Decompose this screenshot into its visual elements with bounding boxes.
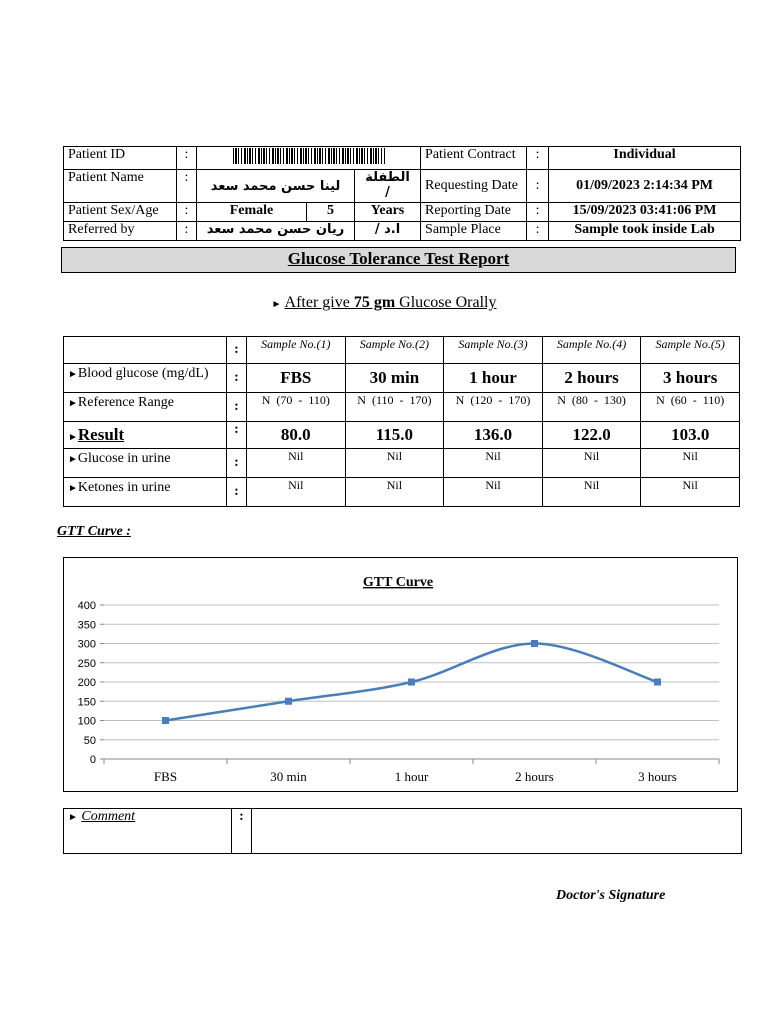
referred-by-label: Referred by <box>64 222 177 241</box>
urine-glucose-value: Nil <box>542 449 641 478</box>
y-tick-label: 0 <box>89 754 96 766</box>
sample-header: Sample No.(4) <box>542 337 641 364</box>
ketones-value: Nil <box>641 478 740 507</box>
blood-glucose-label: Blood glucose (mg/dL) <box>77 366 209 381</box>
barcode-icon <box>233 148 385 164</box>
urine-glucose-value: Nil <box>641 449 740 478</box>
gtt-chart <box>63 557 738 792</box>
colon: : <box>527 147 549 170</box>
row-label <box>64 393 227 422</box>
patient-name-value: لينا حسن محمد سعد <box>197 170 355 203</box>
time-point: 1 hour <box>444 364 543 393</box>
colon: : <box>177 222 197 241</box>
x-tick-label: 2 hours <box>515 769 554 784</box>
sample-place-label: Sample Place <box>421 222 527 241</box>
requesting-date-value: 01/09/2023 2:14:34 PM <box>549 170 741 203</box>
time-point: 3 hours <box>641 364 740 393</box>
reference-value: N (70 - 110) <box>247 393 346 422</box>
test-subtitle <box>0 294 768 312</box>
data-point <box>654 679 661 686</box>
chart-title: GTT Curve <box>362 575 434 590</box>
result-value: 122.0 <box>542 422 641 449</box>
gtt-chart-svg <box>64 558 737 791</box>
comment-field[interactable] <box>252 809 742 854</box>
bullet-icon: ► <box>68 369 78 380</box>
colon: : <box>227 449 247 478</box>
time-point: FBS <box>247 364 346 393</box>
row-label <box>64 422 227 449</box>
ketones-value: Nil <box>542 478 641 507</box>
comment-table <box>63 808 742 854</box>
colon: : <box>177 147 197 170</box>
patient-name-prefix-text: الطفلة <box>365 170 410 185</box>
colon: : <box>177 170 197 203</box>
y-tick-label: 150 <box>77 696 96 709</box>
colon: : <box>527 170 549 203</box>
gtt-curve-heading: GTT Curve : <box>57 524 131 539</box>
x-tick-label: FBS <box>153 769 178 784</box>
ketones-value: Nil <box>444 478 543 507</box>
bullet-icon: ► <box>68 398 78 409</box>
table-row <box>64 449 740 478</box>
results-table <box>63 336 740 507</box>
patient-name-label: Patient Name <box>64 170 177 203</box>
urine-glucose-value: Nil <box>444 449 543 478</box>
table-row <box>64 478 740 507</box>
time-point: 2 hours <box>542 364 641 393</box>
requesting-date-label: Requesting Date <box>421 170 527 203</box>
colon: : <box>227 337 247 364</box>
y-tick-label: 200 <box>77 677 96 689</box>
report-title: Glucose Tolerance Test Report <box>61 247 736 273</box>
reference-range-label: Reference Range <box>77 395 174 410</box>
subtitle-pre: After give <box>284 294 354 311</box>
subtitle-dose: 75 gm <box>353 294 396 311</box>
ketones-value: Nil <box>247 478 346 507</box>
subtitle-post: Glucose Orally <box>395 294 497 311</box>
colon: : <box>227 422 247 449</box>
referred-by-value: ريان حسن محمد سعد <box>197 222 355 241</box>
bullet-icon: ► <box>68 454 78 465</box>
ketones-label: Ketones in urine <box>77 480 171 495</box>
result-label: Result <box>77 425 125 444</box>
age-value: 5 <box>307 203 355 222</box>
age-unit: Years <box>355 203 421 222</box>
colon: : <box>232 809 252 854</box>
sample-header: Sample No.(2) <box>345 337 444 364</box>
doctor-signature-label: Doctor's Signature <box>556 888 666 903</box>
data-point <box>285 698 292 705</box>
reference-value: N (60 - 110) <box>641 393 740 422</box>
result-value: 80.0 <box>247 422 346 449</box>
row-label <box>64 364 227 393</box>
urine-glucose-value: Nil <box>345 449 444 478</box>
colon: : <box>527 222 549 241</box>
colon: : <box>227 393 247 422</box>
bullet-icon: ► <box>68 483 78 494</box>
colon: : <box>527 203 549 222</box>
y-tick-label: 300 <box>77 638 96 651</box>
sex-age-label: Patient Sex/Age <box>64 203 177 222</box>
x-tick-label: 1 hour <box>394 769 429 784</box>
bullet-icon: ► <box>68 812 78 823</box>
y-tick-label: 250 <box>77 657 96 670</box>
table-row <box>64 393 740 422</box>
patient-info-table <box>63 146 741 241</box>
patient-name-prefix <box>355 170 421 203</box>
x-tick-label: 30 min <box>270 769 307 784</box>
x-tick-label: 3 hours <box>638 769 677 784</box>
ketones-value: Nil <box>345 478 444 507</box>
reporting-date-value: 15/09/2023 03:41:06 PM <box>549 203 741 222</box>
urine-glucose-label: Glucose in urine <box>77 451 171 466</box>
patient-name-prefix-slash: / <box>385 185 390 200</box>
data-point <box>408 679 415 686</box>
colon: : <box>227 478 247 507</box>
result-value: 115.0 <box>345 422 444 449</box>
sample-header: Sample No.(1) <box>247 337 346 364</box>
bullet-icon: ► <box>68 432 78 443</box>
reporting-date-label: Reporting Date <box>421 203 527 222</box>
referred-by-prefix: ا.د / <box>355 222 421 241</box>
comment-label: Comment <box>81 809 136 824</box>
urine-glucose-value: Nil <box>247 449 346 478</box>
result-value: 136.0 <box>444 422 543 449</box>
patient-id-label: Patient ID <box>64 147 177 170</box>
comment-label-cell <box>64 809 232 854</box>
y-tick-label: 100 <box>77 715 96 728</box>
header-blank <box>64 337 227 364</box>
sex-value: Female <box>197 203 307 222</box>
reference-value: N (120 - 170) <box>444 393 543 422</box>
reference-value: N (80 - 130) <box>542 393 641 422</box>
patient-contract-value: Individual <box>549 147 741 170</box>
patient-contract-label: Patient Contract <box>421 147 527 170</box>
y-tick-label: 400 <box>77 600 96 612</box>
data-point <box>531 640 538 647</box>
reference-value: N (110 - 170) <box>345 393 444 422</box>
sample-header: Sample No.(5) <box>641 337 740 364</box>
table-row <box>64 337 740 364</box>
y-tick-label: 50 <box>83 734 96 747</box>
data-point <box>162 717 169 724</box>
colon: : <box>177 203 197 222</box>
result-value: 103.0 <box>641 422 740 449</box>
sample-header: Sample No.(3) <box>444 337 543 364</box>
y-tick-label: 350 <box>77 619 96 632</box>
table-row <box>64 422 740 449</box>
sample-place-value: Sample took inside Lab <box>549 222 741 241</box>
time-point: 30 min <box>345 364 444 393</box>
row-label <box>64 449 227 478</box>
patient-id-barcode <box>197 147 421 170</box>
bullet-icon: ► <box>271 299 282 310</box>
row-label <box>64 478 227 507</box>
colon: : <box>227 364 247 393</box>
table-row <box>64 364 740 393</box>
